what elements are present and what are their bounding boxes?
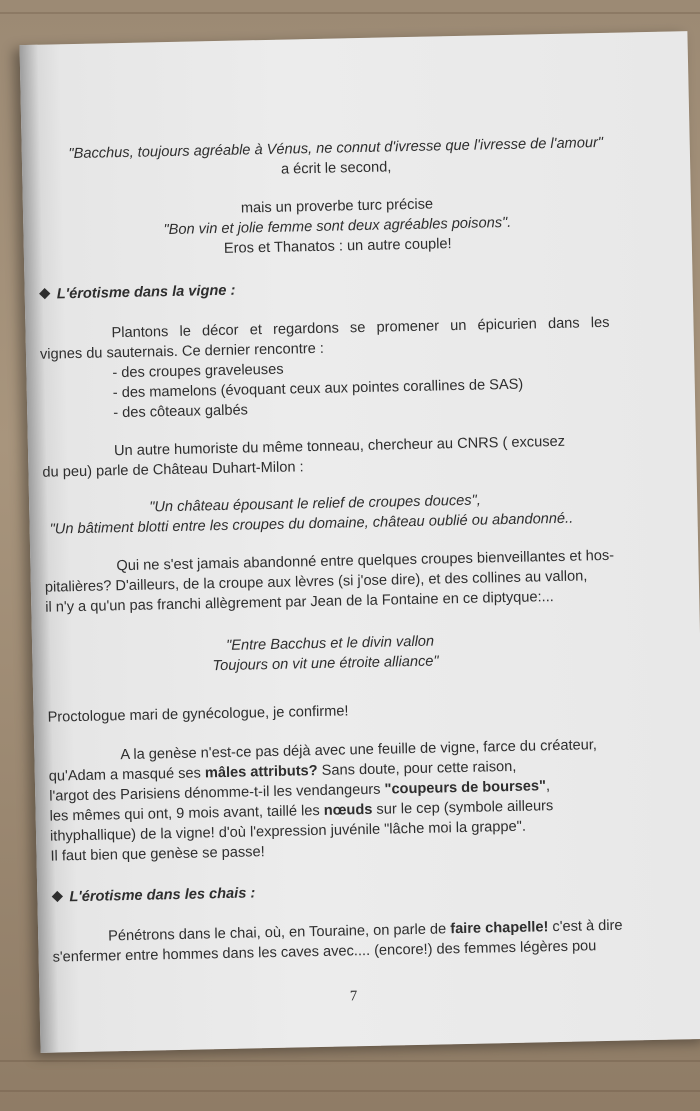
- paragraph-croupes-line-1: Qui ne s'est jamais abandonné entre quelques croupes bienveillantes et hos-: [116, 547, 615, 575]
- paragraph-genese-line-4: les mêmes qui ont, 9 mois avant, taillé les nœuds sur le cep (symbole ailleurs: [49, 798, 554, 825]
- paragraph-genese-line-1: A la genèse n'est-ce pas déjà avec une feuille de vigne, farce du créateur,: [120, 737, 598, 764]
- quote-bacchus: "Bacchus, toujours agréable à Vénus, ne connut d'ivresse que l'ivresse de l'amour": [68, 134, 604, 163]
- proverb-quote: "Bon vin et jolie femme sont deux agréables poisons".: [163, 214, 512, 239]
- quote-fontaine-line-2: Toujours on vit une étroite alliance": [212, 653, 439, 675]
- paragraph-humoriste-line-2: du peu) parle de Château Duhart-Milon :: [42, 459, 304, 481]
- page-number: 7: [349, 988, 358, 1005]
- paragraph-croupes-line-3: il n'y a qu'un pas franchi allègrement par Jean de la Fontaine en ce diptyque:...: [45, 589, 554, 616]
- diamond-bullet-icon: [52, 891, 63, 902]
- book-page: [20, 31, 700, 1053]
- paragraph-decor-line-1: Plantons le décor et regardons se promener un épicurien dans les: [111, 314, 610, 342]
- paragraph-genese-line-5: ithyphallique) de la vigne! d'où l'expression juvénile "lâche moi la grappe".: [49, 818, 527, 845]
- eros-line: Eros et Thanatos : un autre couple!: [223, 236, 452, 257]
- quote-attribution: a écrit le second,: [280, 159, 392, 178]
- quote-fontaine-line-1: "Entre Bacchus et le divin vallon: [225, 633, 435, 654]
- paragraph-genese-line-3: l'argot des Parisiens dénomme-t-il les vendangeurs "coupeurs de bourses",: [49, 778, 551, 805]
- section-heading-vigne: L'érotisme dans la vigne :: [41, 281, 236, 305]
- diamond-bullet-icon: [39, 288, 50, 299]
- paragraph-decor-line-2: vignes du sauternais. Ce dernier rencontre :: [39, 340, 325, 363]
- list-item: - des croupes graveleuses: [112, 361, 284, 382]
- paragraph-genese-line-2: qu'Adam a masqué ses mâles attributs? Sans doute, pour cette raison,: [48, 758, 517, 785]
- paragraph-chai-line-2: s'enfermer entre hommes dans les caves avec.... (encore!) des femmes légères pou: [52, 938, 597, 966]
- quote-chateau-line-1: "Un château épousant le relief de croupes douces",: [149, 492, 481, 516]
- list-item: - des mamelons (évoquant ceux aux pointes corallines de SAS): [112, 376, 524, 402]
- paragraph-croupes-line-2: pitalières? D'ailleurs, de la croupe aux lèvres (si j'ose dire), et des collines au vallon,: [44, 568, 588, 596]
- section-heading-chais: L'érotisme dans les chais :: [53, 883, 255, 907]
- proverb-intro: mais un proverbe turc précise: [240, 196, 434, 217]
- paragraph-chai-line-1: Pénétrons dans le chai, où, en Touraine, on parle de faire chapelle! c'est à dire: [108, 917, 623, 945]
- page-content: [34, 32, 634, 1005]
- paragraph-genese-line-6: Il faut bien que genèse se passe!: [50, 844, 265, 865]
- list-item: - des côteaux galbés: [113, 402, 249, 422]
- proctologue-line: Proctologue mari de gynécologue, je confirme!: [47, 703, 349, 726]
- quote-chateau-line-2: "Un bâtiment blotti entre les croupes du domaine, château oublié ou abandonné..: [49, 510, 574, 538]
- paragraph-humoriste-line-1: Un autre humoriste du même tonneau, chercheur au CNRS ( excusez: [113, 433, 566, 460]
